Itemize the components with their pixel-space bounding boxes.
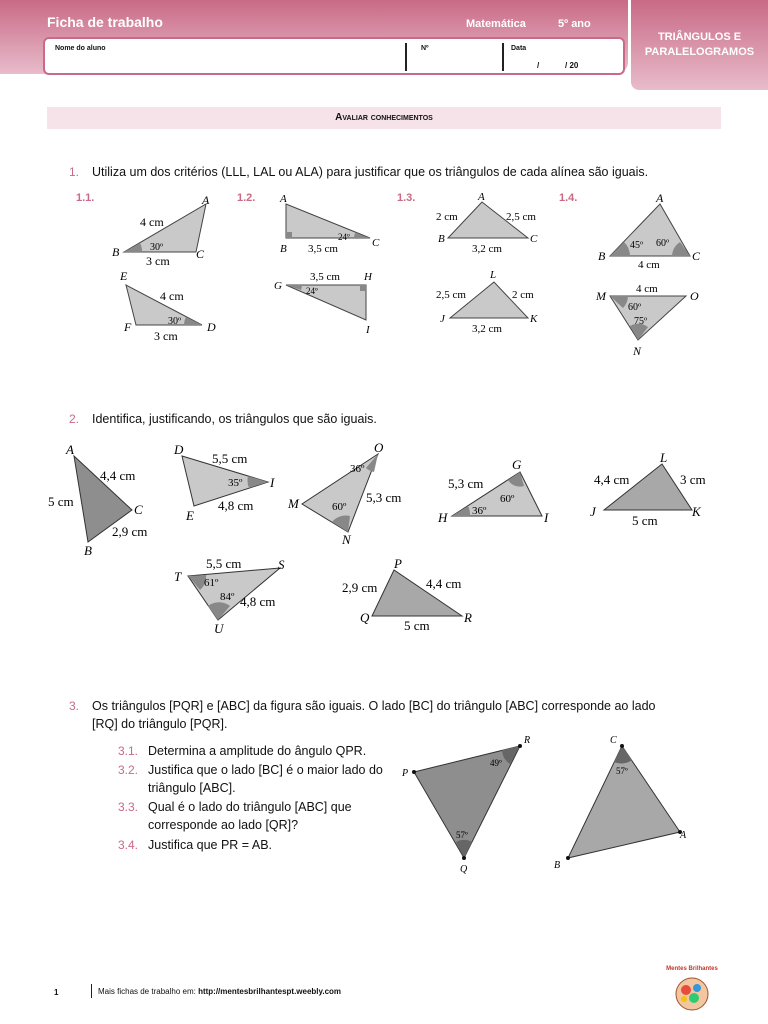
q3-number: 3. (69, 699, 80, 713)
angle-label: 24º (306, 286, 318, 296)
angle-label: 60º (332, 501, 347, 513)
gear-icon (681, 996, 687, 1002)
figure-1-2 (266, 190, 394, 342)
side-label: 2,5 cm (506, 211, 536, 223)
q1-number: 1. (69, 165, 80, 179)
angle-label: 60º (500, 493, 515, 505)
angle-label: 49º (490, 758, 502, 768)
vertex-label: B (112, 245, 120, 259)
angle-label: 84º (220, 591, 235, 603)
angle-label: 24º (338, 232, 350, 242)
side-label: 3,2 cm (472, 243, 502, 255)
angle-label: 61º (204, 577, 219, 589)
vertex-label: I (544, 510, 549, 525)
figure-1-4 (590, 190, 710, 360)
worksheet-title: Ficha de trabalho (47, 14, 163, 30)
q3-item-number: 3.2. (118, 763, 139, 777)
vertex-label: B (280, 243, 287, 255)
side-label: 2,9 cm (342, 580, 378, 595)
q3-item-text: corresponde ao lado [QR]? (148, 818, 299, 832)
side-label: 4,8 cm (218, 498, 254, 513)
vertex-label: H (364, 271, 372, 283)
vertex-point (462, 856, 466, 860)
vertex-label: A (202, 193, 210, 207)
right-angle-mark (286, 232, 292, 238)
vertex-label: N (633, 344, 642, 358)
q1-sub-3: 1.3. (397, 192, 416, 204)
q3-line-1: Os triângulos [PQR] e [ABC] da figura são iguais. O lado [BC] do triângulo [ABC] corresponde ao lado (92, 699, 656, 713)
q3-item-text: Justifica que o lado [BC] é o maior lado do (148, 763, 383, 777)
vertex-point (566, 856, 570, 860)
side-label: 3,2 cm (472, 323, 502, 335)
gear-icon (693, 984, 701, 992)
footer-divider (91, 984, 92, 998)
vertex-label: L (490, 269, 497, 281)
triangle-ljk (604, 464, 692, 510)
footer-url[interactable]: http://mentesbrilhantespt.weebly.com (198, 987, 342, 996)
angle-label: 75º (634, 316, 648, 327)
triangle-abc (286, 204, 370, 238)
angle-mark (248, 476, 268, 488)
q3-item-number: 3.3. (118, 800, 139, 814)
side-label: 2,9 cm (112, 524, 148, 539)
q2-number: 2. (69, 412, 80, 426)
vertex-label: T (174, 569, 182, 584)
vertex-label: D (207, 320, 216, 334)
side-label: 3,5 cm (310, 271, 340, 283)
side-label: 5,3 cm (366, 490, 402, 505)
side-label: 4,4 cm (426, 576, 462, 591)
vertex-label: B (438, 233, 445, 245)
side-label: 5 cm (48, 494, 74, 509)
side-label: 5,5 cm (212, 451, 248, 466)
side-label: 4,8 cm (240, 594, 276, 609)
q3-item-text: Justifica que PR = AB. (148, 838, 273, 852)
side-label: 5,5 cm (206, 556, 242, 571)
vertex-label: M (288, 496, 299, 511)
angle-mark (124, 243, 142, 252)
figure-1-3 (432, 190, 550, 342)
vertex-label: G (512, 457, 522, 472)
q1-text: Utiliza um dos critérios (LLL, LAL ou ALA) para justificar que os triângulos de cada alínea são iguais. (92, 165, 649, 179)
vertex-label: K (692, 504, 701, 519)
angle-label: 60º (656, 238, 670, 249)
vertex-point (412, 770, 416, 774)
vertex-label: Q (360, 610, 370, 625)
section-title: Avaliar conhecimentos (47, 107, 721, 129)
angle-mark (286, 285, 302, 290)
mentes-brilhantes-logo-icon (664, 962, 720, 1018)
footer-text (98, 987, 341, 996)
angle-label: 57º (456, 830, 468, 840)
figure-1-1 (106, 190, 234, 342)
angle-label: 36º (350, 463, 365, 475)
topic-box (631, 0, 768, 90)
vertex-label: O (374, 440, 384, 455)
footer-label: Mais fichas de trabalho em: (98, 987, 196, 996)
vertex-label: P (402, 768, 409, 779)
side-label: 4 cm (140, 215, 164, 229)
angle-label: 30º (150, 242, 164, 253)
logo-text: Mentes Brilhantes (666, 966, 718, 972)
vertex-label: I (366, 324, 370, 336)
vertex-label: G (274, 280, 282, 292)
q3-item-text: triângulo [ABC]. (148, 781, 236, 795)
side-label: 3 cm (146, 254, 170, 268)
angle-mark (452, 506, 470, 516)
number-label: Nº (421, 45, 429, 52)
separator (502, 43, 504, 71)
vertex-label: C (134, 502, 143, 517)
vertex-label: L (660, 450, 668, 465)
side-label: 5,3 cm (448, 476, 484, 491)
side-label: 4,4 cm (594, 472, 630, 487)
vertex-point (518, 744, 522, 748)
vertex-label: C (692, 249, 701, 263)
vertex-label: F (124, 320, 132, 334)
angle-label: 45º (630, 240, 644, 251)
vertex-label: J (590, 504, 596, 519)
vertex-label: M (596, 289, 606, 303)
q1-sub-2: 1.2. (237, 192, 256, 204)
side-label: 3,5 cm (308, 243, 338, 255)
separator (405, 43, 407, 71)
date-slash: / (537, 61, 540, 70)
vertex-label: A (656, 191, 664, 205)
angle-label: 60º (628, 302, 642, 313)
side-label: 3 cm (680, 472, 706, 487)
side-label: 5 cm (632, 513, 658, 528)
q2-text: Identifica, justificando, os triângulos que são iguais. (92, 412, 377, 426)
side-label: 3 cm (154, 329, 178, 342)
q3-item-text: Qual é o lado do triângulo [ABC] que (148, 800, 352, 814)
vertex-label: R (464, 610, 472, 625)
date-year: / 20 (565, 61, 579, 70)
q3-line-2: [RQ] do triângulo [PQR]. (92, 717, 228, 731)
vertex-label: A (680, 830, 687, 841)
vertex-label: C (530, 233, 538, 245)
angle-label: 36º (472, 505, 487, 517)
q1-sub-4: 1.4. (559, 192, 578, 204)
side-label: 2 cm (436, 211, 458, 223)
side-label: 4 cm (636, 283, 658, 295)
angle-label: 35º (228, 477, 243, 489)
vertex-label: A (280, 193, 287, 205)
vertex-label: J (440, 313, 445, 325)
side-label: 4 cm (160, 289, 184, 303)
triangle-abc (124, 204, 206, 252)
angle-mark (354, 233, 370, 238)
topic-title: TRIÂNGULOS E PARALELOGRAMOS (644, 31, 755, 58)
vertex-label: K (530, 313, 538, 325)
right-angle-mark (360, 285, 366, 291)
angle-label: 57º (616, 766, 628, 776)
vertex-label: C (372, 237, 380, 249)
vertex-label: I (270, 475, 275, 490)
q1-sub-1: 1.1. (76, 192, 95, 204)
vertex-label: C (196, 247, 205, 261)
vertex-label: A (66, 442, 74, 457)
vertex-point (620, 744, 624, 748)
student-name-label: Nome do aluno (55, 45, 106, 52)
angle-mark (184, 317, 202, 325)
vertex-label: E (120, 269, 128, 283)
gear-icon (689, 993, 699, 1003)
grade-label: 5º ano (558, 18, 591, 30)
vertex-label: E (186, 508, 194, 523)
gear-icon (681, 985, 691, 995)
vertex-label: B (84, 543, 92, 558)
page-number: 1 (54, 988, 59, 997)
side-label: 4 cm (638, 259, 660, 271)
side-label: 4,4 cm (100, 468, 136, 483)
vertex-label: C (610, 735, 617, 746)
vertex-label: B (554, 860, 561, 871)
side-label: 2,5 cm (436, 289, 466, 301)
vertex-label: D (174, 442, 184, 457)
student-info-form (43, 37, 625, 75)
subject-label: Matemática (466, 18, 526, 30)
vertex-label: S (278, 557, 285, 572)
side-label: 5 cm (404, 618, 430, 633)
vertex-label: O (690, 289, 699, 303)
figure-3 (398, 730, 718, 878)
triangle-ghi (286, 285, 366, 320)
vertex-label: R (524, 735, 531, 746)
vertex-label: N (342, 532, 351, 547)
angle-label: 30º (168, 316, 182, 327)
q3-item-number: 3.1. (118, 744, 139, 758)
vertex-label: H (438, 510, 448, 525)
vertex-label: Q (460, 864, 468, 875)
vertex-label: U (214, 621, 224, 636)
vertex-label: P (394, 556, 402, 571)
angle-mark (614, 746, 632, 764)
q3-item-text: Determina a amplitude do ângulo QPR. (148, 744, 367, 758)
vertex-label: A (478, 191, 485, 203)
q3-item-number: 3.4. (118, 838, 139, 852)
side-label: 2 cm (512, 289, 534, 301)
figure-2 (48, 438, 722, 638)
date-label: Data (511, 45, 527, 52)
vertex-label: B (598, 249, 606, 263)
